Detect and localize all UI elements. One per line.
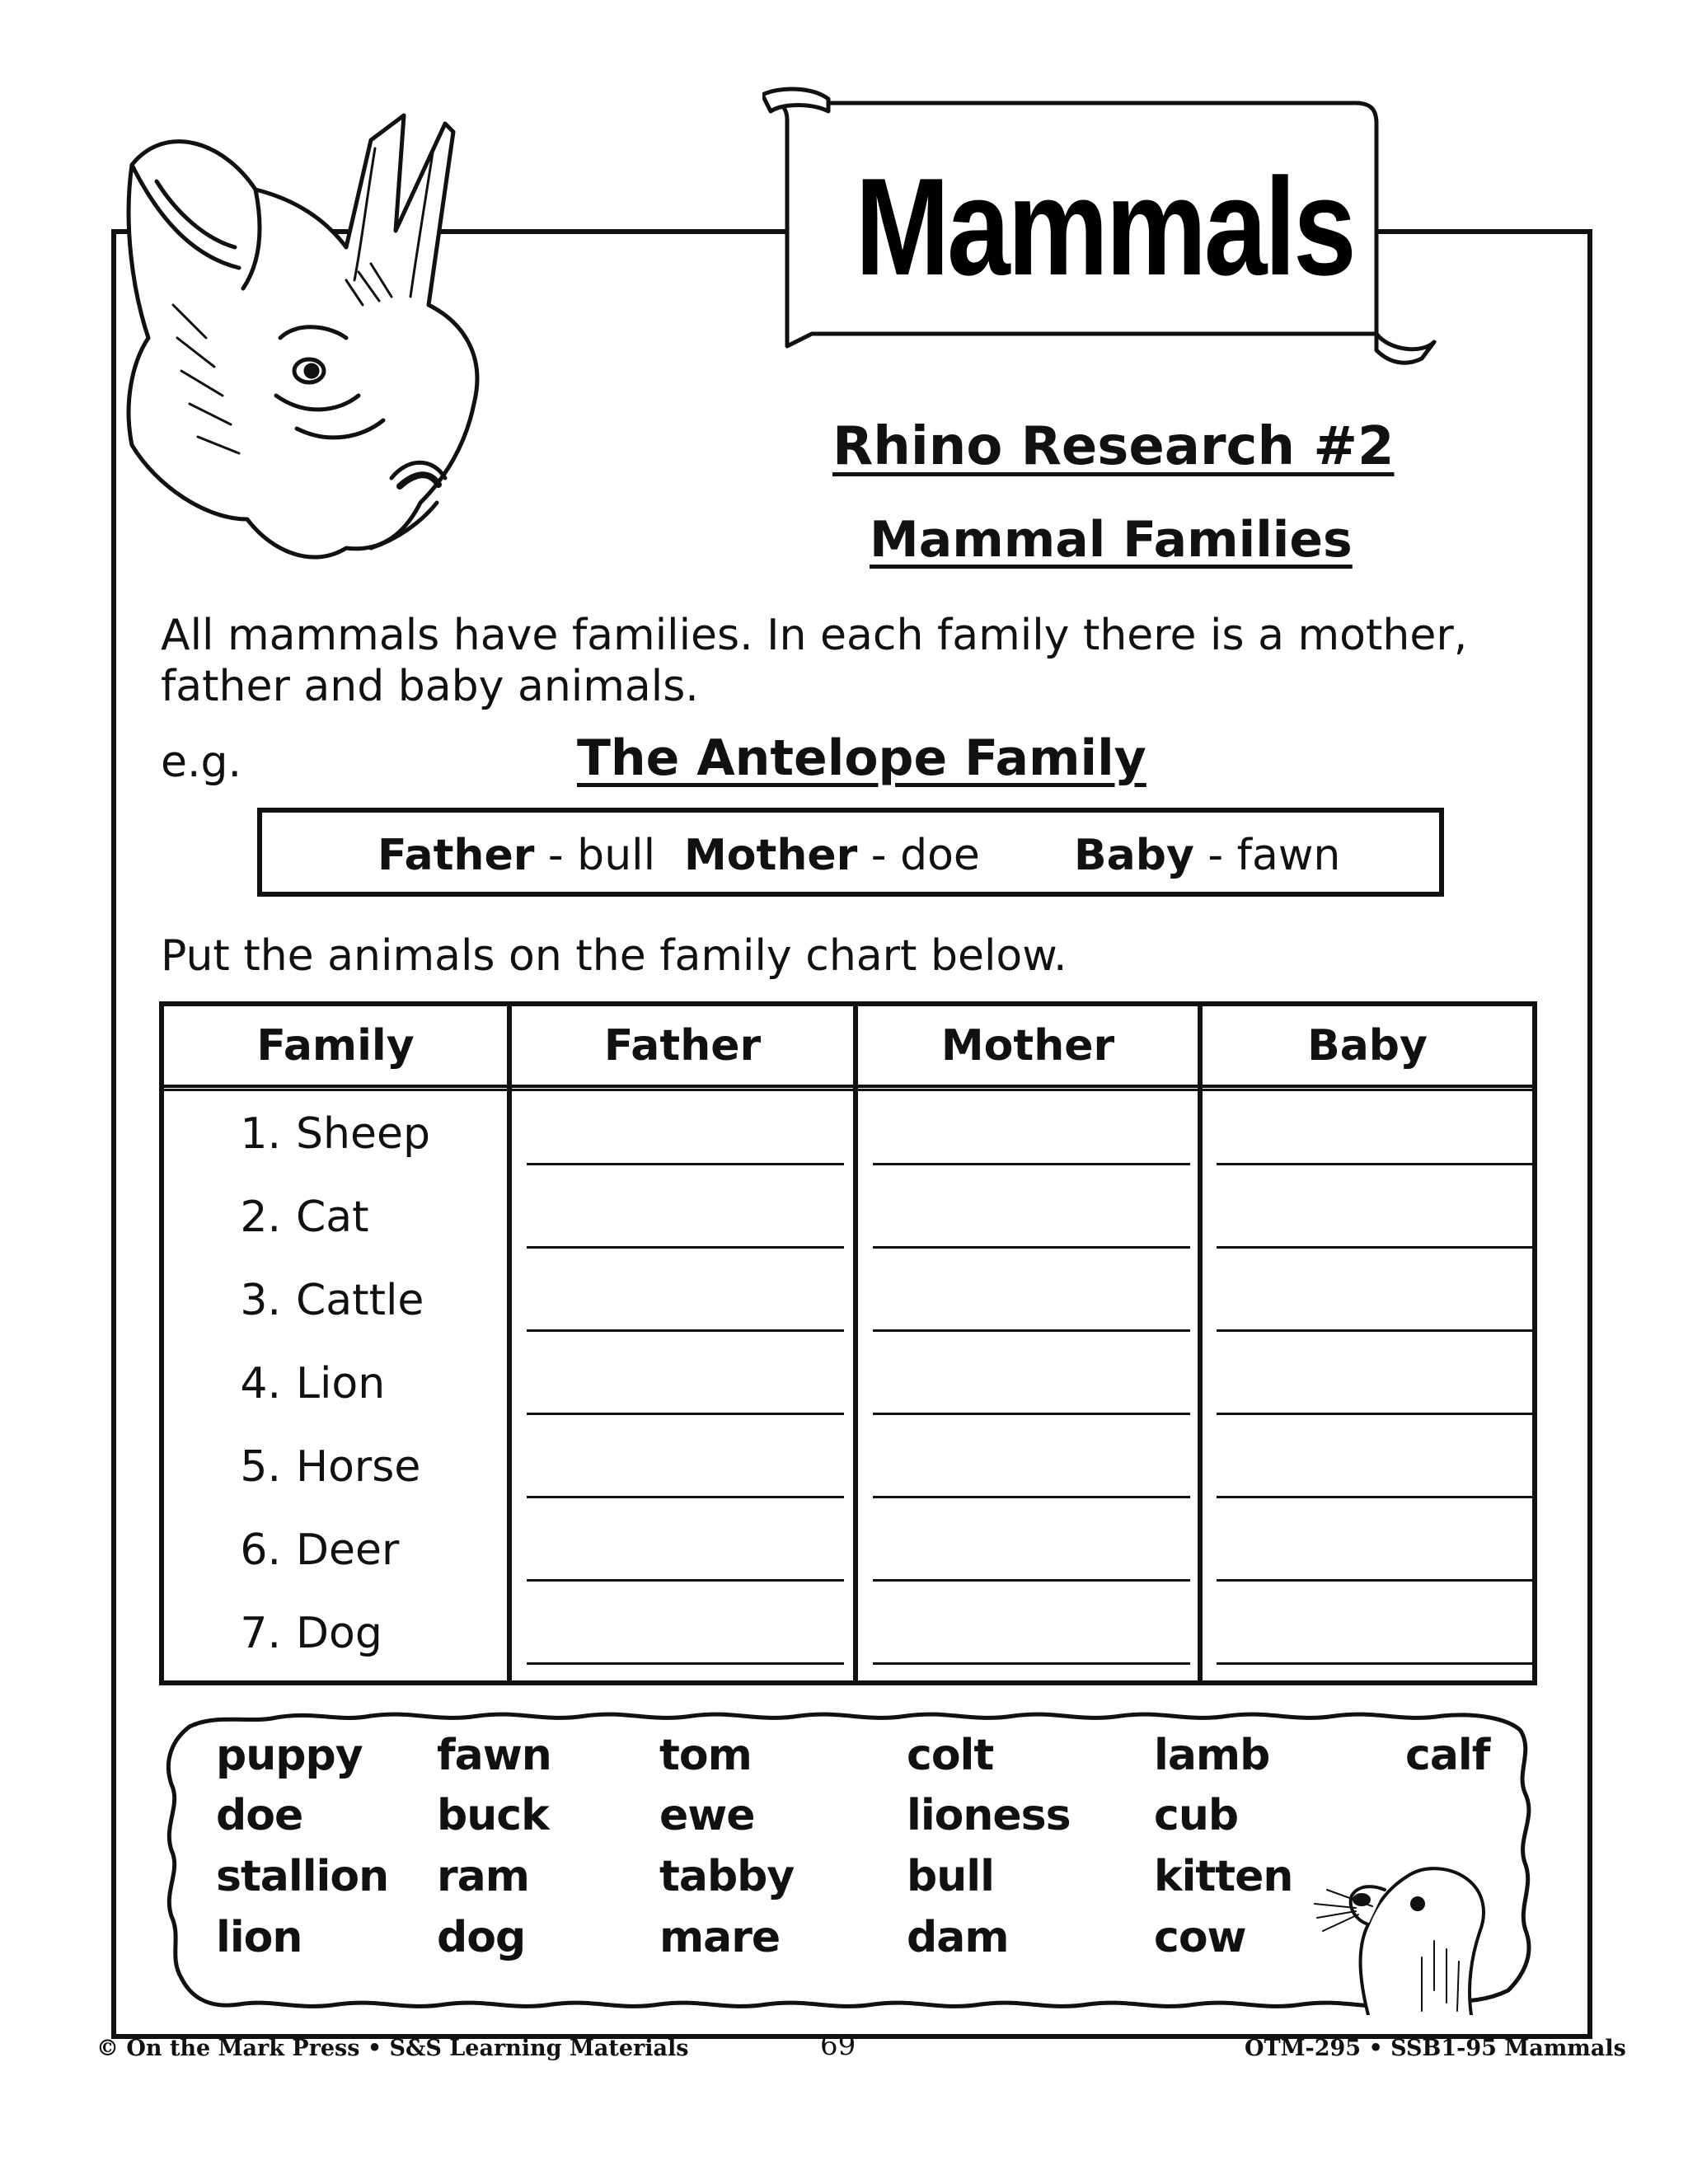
- family-chart: [159, 1001, 1537, 1685]
- word-bank-item: stallion: [216, 1852, 389, 1901]
- word-bank-item: cub: [1154, 1791, 1239, 1840]
- answer-blank-baby[interactable]: [1217, 1496, 1534, 1498]
- answer-blank-baby[interactable]: [1217, 1662, 1534, 1665]
- instruction-text: Put the animals on the family chart below.: [161, 931, 1067, 981]
- topic-heading: Mammal Families: [870, 511, 1353, 569]
- baby-value: - fawn: [1207, 831, 1341, 880]
- research-heading: Rhino Research #2: [832, 416, 1395, 477]
- row-family: Horse: [296, 1442, 421, 1492]
- row-family: Cat: [296, 1193, 369, 1242]
- row-family: Sheep: [296, 1109, 430, 1159]
- example-box: [257, 808, 1444, 897]
- baby-label: Baby: [1074, 831, 1194, 880]
- word-bank-item: ram: [437, 1852, 529, 1901]
- seal-illustration: [1311, 1825, 1500, 2015]
- father-label: Father: [377, 831, 535, 880]
- row-family: Lion: [296, 1359, 386, 1408]
- row-family: Deer: [296, 1526, 400, 1575]
- example-mother: [684, 831, 980, 880]
- word-bank-item: cow: [1154, 1913, 1246, 1962]
- answer-blank-mother[interactable]: [873, 1496, 1190, 1498]
- intro-text: All mammals have families. In each family there is a mother, father and baby animals.: [161, 611, 1468, 711]
- answer-blank-baby[interactable]: [1217, 1329, 1534, 1332]
- answer-blank-father[interactable]: [527, 1662, 844, 1665]
- mother-value: - doe: [870, 831, 980, 880]
- column-divider: [853, 1006, 858, 1680]
- table-row: [222, 1193, 369, 1242]
- column-divider: [507, 1006, 512, 1680]
- answer-blank-mother[interactable]: [873, 1413, 1190, 1415]
- word-bank-item: puppy: [216, 1731, 363, 1780]
- example-father: [377, 831, 655, 880]
- answer-blank-father[interactable]: [527, 1496, 844, 1498]
- table-row: [222, 1109, 430, 1159]
- answer-blank-father[interactable]: [527, 1329, 844, 1332]
- word-bank-item: buck: [437, 1791, 549, 1840]
- answer-blank-father[interactable]: [527, 1246, 844, 1249]
- word-bank-item: tom: [659, 1731, 752, 1780]
- answer-blank-mother[interactable]: [873, 1329, 1190, 1332]
- example-prefix: e.g.: [161, 738, 242, 787]
- column-divider: [1198, 1006, 1203, 1680]
- row-number: 2.: [240, 1193, 281, 1242]
- word-bank-item: colt: [907, 1731, 994, 1780]
- word-bank-item: lioness: [907, 1791, 1071, 1840]
- word-bank-item: kitten: [1154, 1852, 1293, 1901]
- page-title: Mammals: [855, 149, 1354, 304]
- answer-blank-mother[interactable]: [873, 1662, 1190, 1665]
- header-divider: [164, 1085, 1532, 1091]
- word-bank-item: lamb: [1154, 1731, 1270, 1780]
- header-baby: Baby: [1307, 1021, 1428, 1071]
- answer-blank-mother[interactable]: [873, 1246, 1190, 1249]
- answer-blank-baby[interactable]: [1217, 1163, 1534, 1165]
- header-father: Father: [603, 1021, 762, 1071]
- header-mother: Mother: [940, 1021, 1115, 1071]
- word-bank-item: calf: [1405, 1731, 1490, 1780]
- word-bank-item: ewe: [659, 1791, 755, 1840]
- answer-blank-mother[interactable]: [873, 1163, 1190, 1165]
- row-number: 6.: [240, 1526, 281, 1575]
- footer-product-code: OTM-295 • SSB1-95 Mammals: [1245, 2036, 1626, 2061]
- answer-blank-baby[interactable]: [1217, 1246, 1534, 1249]
- word-bank-item: lion: [216, 1913, 302, 1962]
- table-row: [222, 1359, 385, 1408]
- row-number: 5.: [240, 1442, 281, 1492]
- table-row: [222, 1609, 382, 1658]
- answer-blank-father[interactable]: [527, 1413, 844, 1415]
- answer-blank-mother[interactable]: [873, 1579, 1190, 1582]
- answer-blank-baby[interactable]: [1217, 1579, 1534, 1582]
- row-number: 7.: [240, 1609, 281, 1658]
- row-number: 1.: [240, 1109, 281, 1159]
- page-number: 69: [820, 2029, 856, 2062]
- word-bank-item: dog: [437, 1913, 526, 1962]
- word-bank-item: doe: [216, 1791, 303, 1840]
- rhino-illustration: [99, 91, 626, 602]
- row-family: Dog: [296, 1609, 382, 1658]
- word-bank-item: bull: [907, 1852, 994, 1901]
- answer-blank-father[interactable]: [527, 1579, 844, 1582]
- header-family: Family: [256, 1021, 415, 1071]
- answer-blank-baby[interactable]: [1217, 1413, 1534, 1415]
- mother-label: Mother: [684, 831, 858, 880]
- example-baby: [1074, 831, 1340, 880]
- word-bank-item: mare: [659, 1913, 781, 1962]
- answer-blank-father[interactable]: [527, 1163, 844, 1165]
- row-family: Cattle: [296, 1276, 424, 1325]
- word-bank-item: dam: [907, 1913, 1009, 1962]
- word-bank-item: fawn: [437, 1731, 551, 1780]
- father-value: - bull: [547, 831, 656, 880]
- word-bank-item: tabby: [659, 1852, 795, 1901]
- table-row: [222, 1526, 399, 1575]
- footer-copyright: © On the Mark Press • S&S Learning Materials: [96, 2036, 689, 2061]
- row-number: 3.: [240, 1276, 281, 1325]
- row-number: 4.: [240, 1359, 281, 1408]
- table-row: [222, 1276, 424, 1325]
- example-heading: The Antelope Family: [577, 729, 1146, 787]
- table-row: [222, 1442, 420, 1492]
